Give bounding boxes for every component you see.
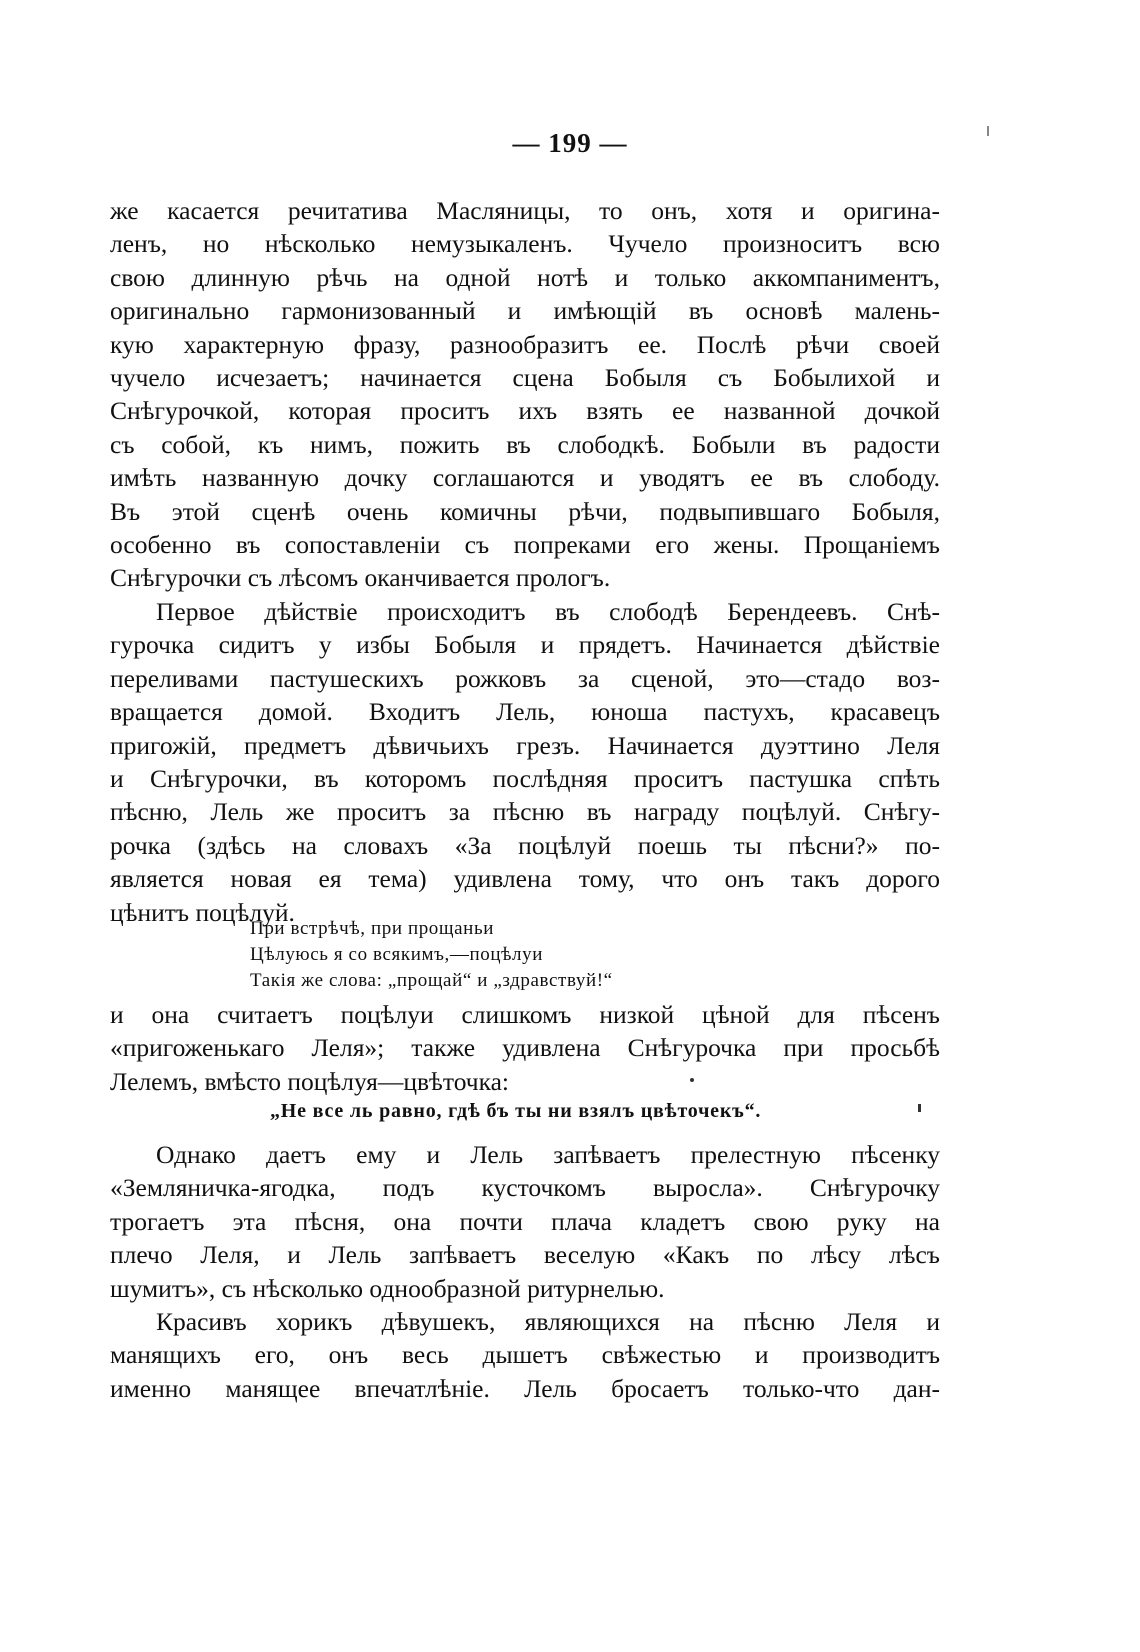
text-line: же касается речитатива Масляницы, то онъ, хотя и оригина-: [110, 196, 940, 225]
flower-quote: „Не все ль равно, гдѣ бъ ты ни взялъ цвѣточекъ“.: [270, 1100, 762, 1122]
text-block-middle: [110, 998, 940, 1098]
text-line: съ собой, къ нимъ, пожить въ слободкѣ. Бобыли въ радости: [110, 429, 940, 459]
text-line: переливами пастушескихъ рожковъ за сценой, это—стадо воз-: [110, 663, 940, 693]
text-line: свою длинную рѣчь на одной нотѣ и только аккомпаниментъ,: [110, 262, 940, 292]
text-line: трогаетъ эта пѣсня, она почти плача кладетъ свою руку на: [110, 1206, 940, 1236]
ink-speck: [987, 126, 989, 136]
text-line: ленъ, но нѣсколько немузыкаленъ. Чучело произноситъ всю: [110, 229, 940, 259]
text-line: и она считаетъ поцѣлуи слишкомъ низкой цѣной для пѣсенъ: [110, 1000, 940, 1029]
text-line: гурочка сидитъ у избы Бобыля и прядетъ. Начинается дѣйствіе: [110, 630, 940, 660]
text-line: манящихъ его, онъ весь дышетъ свѣжестью и производитъ: [110, 1340, 940, 1370]
text-line: цѣнитъ поцѣлуй.: [110, 897, 295, 927]
text-block-end: [110, 1138, 940, 1405]
text-line: кую характерную фразу, разнообразитъ ее. Послѣ рѣчи своей: [110, 329, 940, 359]
verse-line: Цѣлуюсь я со всякимъ,—поцѣлуи: [250, 944, 543, 965]
text-line: плечо Леля, и Лель запѣваетъ веселую «Какъ по лѣсу лѣсъ: [110, 1240, 940, 1270]
text-line: Въ этой сценѣ очень комичны рѣчи, подвыпившаго Бобыля,: [110, 496, 940, 526]
text-line: и Снѣгурочки, въ которомъ послѣдняя проситъ пастушка спѣть: [110, 763, 940, 793]
text-line: Однако даетъ ему и Лель запѣваетъ прелестную пѣсенку: [156, 1140, 940, 1169]
text-line: оригинально гармонизованный и имѣющій въ основѣ малень-: [110, 296, 940, 326]
text-line: Снѣгурочкой, которая проситъ ихъ взять ее названной дочкой: [110, 396, 940, 426]
ink-speck: [690, 1078, 694, 1082]
text-line: «Земляничка-ягодка, подъ кусточкомъ выросла». Снѣгурочку: [110, 1173, 940, 1203]
page-number: — 199 —: [512, 128, 628, 158]
verse-line: При встрѣчѣ, при прощаньи: [250, 918, 494, 939]
text-block-main: [110, 194, 940, 929]
text-line: пѣсню, Лель же проситъ за пѣсню въ награду поцѣлуй. Снѣгу-: [110, 797, 940, 827]
text-line: чучело исчезаетъ; начинается сцена Бобыля съ Бобылихой и: [110, 363, 940, 393]
text-line: рочка (здѣсь на словахъ «За поцѣлуй поешь ты пѣсни?» по-: [110, 830, 940, 860]
text-line: пригожій, предметъ дѣвичьихъ грезъ. Начинается дуэттино Леля: [110, 730, 940, 760]
text-line: особенно въ сопоставленіи съ попреками его жены. Прощаніемъ: [110, 530, 940, 560]
text-line: является новая ея тема) удивлена тому, что онъ такъ дорого: [110, 864, 940, 894]
text-line: имѣть названную дочку соглашаются и уводятъ ее въ слободу.: [110, 463, 940, 493]
ink-speck: [918, 1104, 921, 1112]
text-line: Снѣгурочки съ лѣсомъ оканчивается прологъ.: [110, 563, 611, 593]
verse-quote: [250, 916, 850, 994]
text-line: Красивъ хорикъ дѣвушекъ, являющихся на пѣсню Леля и: [156, 1307, 940, 1337]
text-line: Первое дѣйствіе происходитъ въ слободѣ Берендеевъ. Снѣ-: [156, 596, 940, 626]
text-line: вращается домой. Входитъ Лель, юноша пастухъ, красавецъ: [110, 697, 940, 727]
verse-line: Такія же слова: „прощай“ и „здравствуй!“: [250, 970, 613, 991]
text-line: шумитъ», съ нѣсколько однообразной ритурнелью.: [110, 1273, 665, 1303]
text-line: именно манящее впечатлѣніе. Лель бросаетъ только-что дан-: [110, 1373, 940, 1403]
text-line: «пригоженькаго Леля»; также удивлена Снѣгурочка при просьбѣ: [110, 1033, 940, 1063]
text-line: Лелемъ, вмѣсто поцѣлуя—цвѣточка:: [110, 1066, 510, 1096]
